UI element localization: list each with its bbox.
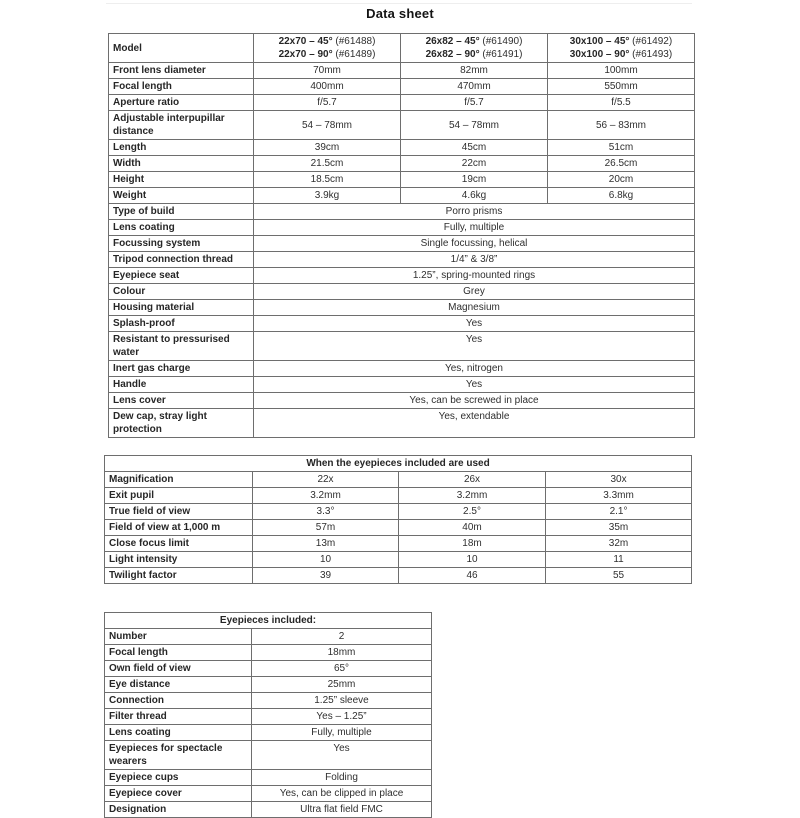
row-value: 550mm: [548, 79, 695, 95]
row-label: Length: [109, 140, 254, 156]
row-value: 1/4” & 3/8”: [254, 252, 695, 268]
row-label: Designation: [105, 802, 252, 818]
row-label: Type of build: [109, 204, 254, 220]
row-value: 6.8kg: [548, 188, 695, 204]
spec-row-lens-coating: [109, 220, 695, 236]
row-value: Magnesium: [254, 300, 695, 316]
row-label: Twilight factor: [105, 568, 253, 584]
row-label: Eyepieces for spectacle wearers: [105, 741, 252, 770]
row-value: Fully, multiple: [254, 220, 695, 236]
ep-row-eyepiece-cups: [105, 770, 432, 786]
scan-artifact-line: [106, 3, 692, 4]
row-value: 35m: [546, 520, 692, 536]
row-value: 26.5cm: [548, 156, 695, 172]
row-value: 30x: [546, 472, 692, 488]
row-value: 56 – 83mm: [548, 111, 695, 140]
row-value: Yes: [254, 377, 695, 393]
model-line: [258, 48, 396, 61]
spec-model-cell-3: [548, 34, 695, 63]
row-value: 3.9kg: [254, 188, 401, 204]
eyepiece-use-header-row: [105, 456, 692, 472]
row-value: Porro prisms: [254, 204, 695, 220]
row-value: 19cm: [401, 172, 548, 188]
ep-row-filter-thread: [105, 709, 432, 725]
spec-table: [108, 33, 695, 438]
use-row-close-focus: [105, 536, 692, 552]
eyepieces-included-table: [104, 612, 432, 818]
row-label: Field of view at 1,000 m: [105, 520, 253, 536]
row-value: 32m: [546, 536, 692, 552]
spec-model-label: Model: [109, 34, 254, 63]
row-label: Inert gas charge: [109, 361, 254, 377]
model-name: 26x82 – 90°: [425, 49, 480, 60]
row-value: 400mm: [254, 79, 401, 95]
model-name: 22x70 – 45°: [278, 36, 333, 47]
row-value: 21.5cm: [254, 156, 401, 172]
row-value: 70mm: [254, 63, 401, 79]
row-label: Dew cap, stray light protection: [109, 409, 254, 438]
model-code: (#61490): [482, 36, 523, 47]
row-value: 55: [546, 568, 692, 584]
row-label: Own field of view: [105, 661, 252, 677]
spec-row-type-of-build: [109, 204, 695, 220]
row-value: 3.3°: [253, 504, 399, 520]
row-value: Single focussing, helical: [254, 236, 695, 252]
row-value: Yes, can be screwed in place: [254, 393, 695, 409]
row-label: Close focus limit: [105, 536, 253, 552]
spec-row-dew-cap: [109, 409, 695, 438]
row-label: Light intensity: [105, 552, 253, 568]
row-value: 18.5cm: [254, 172, 401, 188]
spec-row-splash-proof: [109, 316, 695, 332]
row-value: 11: [546, 552, 692, 568]
row-value: Fully, multiple: [252, 725, 432, 741]
model-name: 26x82 – 45°: [425, 36, 480, 47]
model-line: [405, 48, 543, 61]
row-value: Yes: [252, 741, 432, 770]
row-value: 10: [253, 552, 399, 568]
spec-row-height: [109, 172, 695, 188]
ep-row-lens-coating: [105, 725, 432, 741]
row-label: Focal length: [109, 79, 254, 95]
row-value: 22cm: [401, 156, 548, 172]
use-row-field-1000m: [105, 520, 692, 536]
row-value: Yes, nitrogen: [254, 361, 695, 377]
row-label: True field of view: [105, 504, 253, 520]
row-value: Yes, can be clipped in place: [252, 786, 432, 802]
use-row-twilight-factor: [105, 568, 692, 584]
row-value: 18mm: [252, 645, 432, 661]
row-label: Front lens diameter: [109, 63, 254, 79]
row-label: Height: [109, 172, 254, 188]
row-label: Focussing system: [109, 236, 254, 252]
row-value: 100mm: [548, 63, 695, 79]
ep-row-number: [105, 629, 432, 645]
row-label: Magnification: [105, 472, 253, 488]
row-value: 57m: [253, 520, 399, 536]
row-label: Aperture ratio: [109, 95, 254, 111]
row-value: 2.5°: [399, 504, 546, 520]
row-value: 18m: [399, 536, 546, 552]
row-value: 51cm: [548, 140, 695, 156]
page-title: Data sheet: [366, 6, 434, 21]
spec-row-weight: [109, 188, 695, 204]
row-value: 3.3mm: [546, 488, 692, 504]
row-label: Connection: [105, 693, 252, 709]
row-value: f/5.7: [401, 95, 548, 111]
row-label: Housing material: [109, 300, 254, 316]
ep-row-focal-length: [105, 645, 432, 661]
row-value: 1.25” sleeve: [252, 693, 432, 709]
row-value: 2.1°: [546, 504, 692, 520]
spec-row-focal-length: [109, 79, 695, 95]
model-name: 30x100 – 90°: [569, 49, 630, 60]
row-value: Yes, extendable: [254, 409, 695, 438]
row-label: Eye distance: [105, 677, 252, 693]
row-value: Grey: [254, 284, 695, 300]
spec-row-tripod-thread: [109, 252, 695, 268]
model-line: [405, 35, 543, 48]
use-row-light-intensity: [105, 552, 692, 568]
row-label: Resistant to pressurised water: [109, 332, 254, 361]
table-header: Eyepieces included:: [105, 613, 432, 629]
model-line: [258, 35, 396, 48]
row-value: 13m: [253, 536, 399, 552]
row-label: Width: [109, 156, 254, 172]
model-code: (#61489): [335, 49, 376, 60]
row-label: Number: [105, 629, 252, 645]
spec-row-length: [109, 140, 695, 156]
spec-model-row: [109, 34, 695, 63]
row-value: 22x: [253, 472, 399, 488]
model-line: [552, 48, 690, 61]
row-value: Folding: [252, 770, 432, 786]
row-label: Colour: [109, 284, 254, 300]
row-value: 65°: [252, 661, 432, 677]
row-value: 54 – 78mm: [254, 111, 401, 140]
row-label: Filter thread: [105, 709, 252, 725]
row-value: 39: [253, 568, 399, 584]
model-line: [552, 35, 690, 48]
ep-row-own-field: [105, 661, 432, 677]
row-label: Eyepiece seat: [109, 268, 254, 284]
row-label: Focal length: [105, 645, 252, 661]
row-value: 46: [399, 568, 546, 584]
spec-row-aperture-ratio: [109, 95, 695, 111]
spec-model-cell-2: [401, 34, 548, 63]
spec-row-handle: [109, 377, 695, 393]
spec-row-pressurised-water: [109, 332, 695, 361]
row-value: 39cm: [254, 140, 401, 156]
row-value: 1.25”, spring-mounted rings: [254, 268, 695, 284]
ep-row-eye-distance: [105, 677, 432, 693]
model-code: (#61488): [335, 36, 376, 47]
row-value: f/5.5: [548, 95, 695, 111]
row-label: Adjustable interpupillar distance: [109, 111, 254, 140]
row-label: Lens coating: [105, 725, 252, 741]
row-value: Yes: [254, 332, 695, 361]
row-value: Ultra flat field FMC: [252, 802, 432, 818]
spec-row-lens-cover: [109, 393, 695, 409]
row-value: Yes – 1.25”: [252, 709, 432, 725]
row-value: 82mm: [401, 63, 548, 79]
model-code: (#61491): [482, 49, 523, 60]
row-label: Eyepiece cups: [105, 770, 252, 786]
spec-row-eyepiece-seat: [109, 268, 695, 284]
spec-row-focussing-system: [109, 236, 695, 252]
spec-row-width: [109, 156, 695, 172]
spec-row-front-lens-diameter: [109, 63, 695, 79]
eyepieces-header-row: [105, 613, 432, 629]
table-header: When the eyepieces included are used: [105, 456, 692, 472]
use-row-exit-pupil: [105, 488, 692, 504]
row-value: 3.2mm: [253, 488, 399, 504]
row-value: 54 – 78mm: [401, 111, 548, 140]
row-value: 25mm: [252, 677, 432, 693]
row-label: Weight: [109, 188, 254, 204]
model-code: (#61493): [632, 49, 673, 60]
model-name: 30x100 – 45°: [569, 36, 630, 47]
spec-row-inert-gas: [109, 361, 695, 377]
row-value: 26x: [399, 472, 546, 488]
eyepiece-use-table: [104, 455, 692, 584]
row-value: 45cm: [401, 140, 548, 156]
row-value: Yes: [254, 316, 695, 332]
ep-row-designation: [105, 802, 432, 818]
row-value: f/5.7: [254, 95, 401, 111]
spec-row-colour: [109, 284, 695, 300]
row-label: Splash-proof: [109, 316, 254, 332]
use-row-magnification: [105, 472, 692, 488]
model-code: (#61492): [632, 36, 673, 47]
row-value: 10: [399, 552, 546, 568]
row-value: 4.6kg: [401, 188, 548, 204]
row-label: Eyepiece cover: [105, 786, 252, 802]
use-row-true-field: [105, 504, 692, 520]
row-value: 40m: [399, 520, 546, 536]
ep-row-connection: [105, 693, 432, 709]
spec-model-cell-1: [254, 34, 401, 63]
row-label: Handle: [109, 377, 254, 393]
row-value: 20cm: [548, 172, 695, 188]
model-name: 22x70 – 90°: [278, 49, 333, 60]
spec-row-interpupillar-distance: [109, 111, 695, 140]
row-value: 2: [252, 629, 432, 645]
row-label: Exit pupil: [105, 488, 253, 504]
row-label: Lens coating: [109, 220, 254, 236]
row-label: Lens cover: [109, 393, 254, 409]
row-value: 3.2mm: [399, 488, 546, 504]
spec-row-housing-material: [109, 300, 695, 316]
row-value: 470mm: [401, 79, 548, 95]
ep-row-eyepiece-cover: [105, 786, 432, 802]
row-label: Tripod connection thread: [109, 252, 254, 268]
ep-row-spectacle-wearers: [105, 741, 432, 770]
